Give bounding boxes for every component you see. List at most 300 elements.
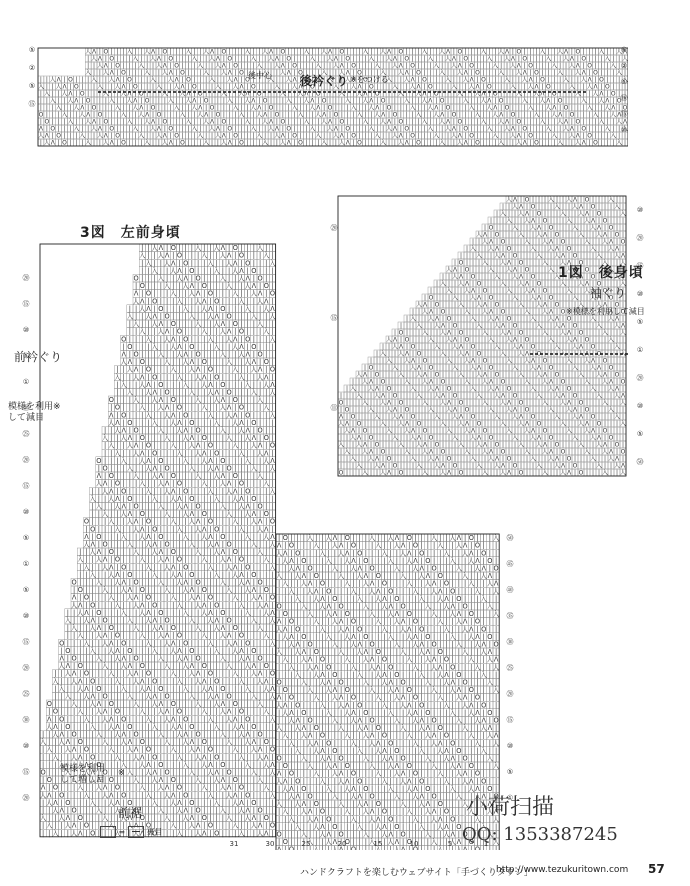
stitch-symbol: 入 <box>368 406 374 414</box>
stitch-symbol: 入 <box>563 76 569 84</box>
stitch-symbol: | <box>436 309 438 316</box>
stitch-symbol: O <box>603 358 608 365</box>
stitch-symbol: | <box>382 126 384 133</box>
stitch-symbol: 入 <box>446 357 452 365</box>
stitch-symbol: | <box>300 63 302 70</box>
stitch-symbol: O <box>369 365 374 372</box>
stitch-symbol: | <box>170 49 172 56</box>
stitch-symbol: 入 <box>428 406 434 414</box>
stitch-symbol: O <box>435 372 440 379</box>
stitch-symbol: | <box>595 126 597 133</box>
stitch-symbol: 入 <box>593 111 599 119</box>
stitch-symbol: | <box>556 211 558 218</box>
stitch-symbol: | <box>502 414 504 421</box>
stitch-symbol: | <box>604 204 606 211</box>
stitch-symbol: | <box>541 126 543 133</box>
stitch-symbol: | <box>532 400 534 407</box>
stitch-symbol: 人 <box>56 83 62 91</box>
stitch-symbol: | <box>87 105 89 112</box>
stitch-symbol: | <box>436 295 438 302</box>
stitch-symbol: | <box>235 91 237 98</box>
stitch-symbol: | <box>412 407 414 414</box>
stitch-symbol: | <box>258 126 260 133</box>
stitch-symbol: O <box>579 400 584 407</box>
stitch-symbol: | <box>370 119 372 126</box>
stitch-symbol: | <box>412 49 414 56</box>
stitch-symbol: O <box>531 414 536 421</box>
stitch-symbol: | <box>490 260 492 267</box>
stitch-symbol: | <box>484 344 486 351</box>
stitch-symbol: | <box>610 302 612 309</box>
stitch-symbol: | <box>123 119 125 126</box>
stitch-symbol: | <box>618 91 620 98</box>
stitch-symbol: | <box>571 98 573 105</box>
stitch-symbol: | <box>592 232 594 239</box>
stitch-symbol: | <box>430 372 432 379</box>
stitch-symbol: | <box>598 204 600 211</box>
stitch-symbol: | <box>577 105 579 112</box>
stitch-symbol: | <box>580 337 582 344</box>
stitch-symbol: | <box>550 232 552 239</box>
stitch-symbol: | <box>246 133 248 140</box>
stitch-symbol: 人 <box>50 76 56 84</box>
stitch-symbol: O <box>441 309 446 316</box>
stitch-symbol: | <box>559 91 561 98</box>
stitch-symbol: | <box>532 281 534 288</box>
stitch-symbol: | <box>538 309 540 316</box>
stitch-symbol: O <box>133 84 138 91</box>
stitch-symbol: | <box>64 119 66 126</box>
stitch-symbol: | <box>341 84 343 91</box>
stitch-symbol: 人 <box>362 97 368 105</box>
stitch-symbol: | <box>550 211 552 218</box>
stitch-symbol: | <box>610 274 612 281</box>
stitch-symbol: | <box>282 77 284 84</box>
stitch-symbol: | <box>583 63 585 70</box>
stitch-symbol: | <box>418 386 420 393</box>
stitch-symbol: O <box>575 119 580 126</box>
stitch-symbol: | <box>87 84 89 91</box>
stitch-symbol: 入 <box>244 48 250 56</box>
stitch-symbol: | <box>382 386 384 393</box>
stitch-symbol: O <box>507 386 512 393</box>
stitch-symbol: | <box>448 344 450 351</box>
stitch-symbol: | <box>616 379 618 386</box>
stitch-symbol: | <box>353 119 355 126</box>
stitch-symbol: | <box>176 91 178 98</box>
stitch-symbol: | <box>500 63 502 70</box>
stitch-symbol: | <box>317 119 319 126</box>
stitch-symbol: | <box>93 140 95 147</box>
stitch-symbol: | <box>442 295 444 302</box>
stitch-symbol: Λ <box>579 414 584 421</box>
stitch-symbol: | <box>158 140 160 147</box>
stitch-symbol: | <box>532 309 534 316</box>
stitch-symbol: | <box>241 49 243 56</box>
stitch-symbol: | <box>512 105 514 112</box>
stitch-symbol: | <box>568 232 570 239</box>
stitch-symbol: | <box>364 70 366 77</box>
stitch-symbol: Λ <box>570 126 575 133</box>
stitch-symbol: | <box>484 316 486 323</box>
stitch-symbol: 入 <box>180 111 186 119</box>
stitch-symbol: | <box>512 91 514 98</box>
stitch-symbol: | <box>252 77 254 84</box>
stitch-symbol: | <box>477 98 479 105</box>
stitch-symbol: | <box>574 330 576 337</box>
stitch-symbol: 人 <box>464 287 470 295</box>
stitch-symbol: | <box>58 112 60 119</box>
stitch-symbol: | <box>376 407 378 414</box>
stitch-symbol: | <box>502 386 504 393</box>
stitch-symbol: | <box>471 126 473 133</box>
stitch-symbol: 人 <box>416 371 422 379</box>
stitch-symbol: | <box>484 337 486 344</box>
stitch-symbol: 人 <box>524 357 530 365</box>
stitch-symbol: | <box>482 70 484 77</box>
stitch-symbol: | <box>477 105 479 112</box>
stitch-symbol: | <box>541 84 543 91</box>
stitch-symbol: | <box>478 246 480 253</box>
stitch-symbol: Λ <box>576 63 581 70</box>
stitch-symbol: | <box>400 323 402 330</box>
stitch-symbol: | <box>574 260 576 267</box>
stitch-symbol: Λ <box>133 98 138 105</box>
stitch-symbol: Λ <box>441 323 446 330</box>
stitch-symbol: 人 <box>494 392 500 400</box>
stitch-symbol: | <box>496 351 498 358</box>
stitch-symbol: O <box>162 119 167 126</box>
stitch-symbol: Λ <box>287 70 292 77</box>
stitch-symbol: | <box>612 70 614 77</box>
stitch-symbol: O <box>227 126 232 133</box>
stitch-symbol: | <box>496 365 498 372</box>
stitch-symbol: | <box>600 112 602 119</box>
stitch-symbol: | <box>524 84 526 91</box>
stitch-symbol: | <box>508 274 510 281</box>
stitch-symbol: | <box>158 98 160 105</box>
stitch-symbol: | <box>592 309 594 316</box>
stitch-symbol: | <box>388 351 390 358</box>
stitch-symbol: | <box>524 91 526 98</box>
stitch-symbol: | <box>93 91 95 98</box>
stitch-symbol: 入 <box>50 97 56 105</box>
stitch-symbol: | <box>598 379 600 386</box>
stitch-symbol: | <box>229 105 231 112</box>
stitch-symbol: 人 <box>536 231 542 239</box>
stitch-symbol: 人 <box>457 139 463 147</box>
stitch-symbol: | <box>592 330 594 337</box>
stitch-symbol: | <box>99 119 101 126</box>
stitch-symbol: | <box>329 63 331 70</box>
stitch-symbol: Λ <box>483 372 488 379</box>
neck-left-row-number: ② <box>29 64 35 72</box>
stitch-symbol: | <box>364 63 366 70</box>
stitch-symbol: O <box>452 112 457 119</box>
stitch-symbol: 入 <box>512 224 518 232</box>
stitch-symbol: Λ <box>621 253 626 260</box>
stitch-symbol: O <box>525 197 530 204</box>
stitch-symbol: 入 <box>482 259 488 267</box>
stitch-symbol: | <box>472 337 474 344</box>
stitch-symbol: | <box>52 133 54 140</box>
stitch-symbol: | <box>592 239 594 246</box>
stitch-symbol: O <box>62 140 67 147</box>
stitch-symbol: O <box>597 281 602 288</box>
stitch-symbol: | <box>358 379 360 386</box>
stitch-symbol: | <box>270 84 272 91</box>
stitch-symbol: Λ <box>537 225 542 232</box>
stitch-symbol: 人 <box>551 111 557 119</box>
stitch-symbol: | <box>500 77 502 84</box>
stitch-symbol: | <box>518 98 520 105</box>
stitch-symbol: O <box>404 56 409 63</box>
stitch-symbol: | <box>323 91 325 98</box>
stitch-symbol: | <box>429 119 431 126</box>
stitch-symbol: | <box>229 84 231 91</box>
stitch-symbol: | <box>465 105 467 112</box>
stitch-symbol: | <box>465 84 467 91</box>
stitch-symbol: | <box>544 337 546 344</box>
stitch-symbol: | <box>604 211 606 218</box>
stitch-symbol: | <box>532 337 534 344</box>
stitch-symbol: | <box>592 337 594 344</box>
stitch-symbol: 入 <box>427 55 433 63</box>
stitch-symbol: | <box>412 337 414 344</box>
stitch-symbol: | <box>538 400 540 407</box>
stitch-symbol: | <box>571 49 573 56</box>
attach-note: ※をつける <box>350 74 389 85</box>
stitch-symbol: | <box>520 407 522 414</box>
stitch-symbol: | <box>460 358 462 365</box>
stitch-symbol: 人 <box>38 132 44 140</box>
stitch-symbol: O <box>192 84 197 91</box>
stitch-symbol: | <box>532 232 534 239</box>
stitch-symbol: | <box>616 211 618 218</box>
stitch-symbol: | <box>246 84 248 91</box>
stitch-symbol: 入 <box>168 97 174 105</box>
stitch-symbol: | <box>490 323 492 330</box>
stitch-symbol: | <box>550 414 552 421</box>
stitch-symbol: | <box>544 246 546 253</box>
stitch-symbol: | <box>376 379 378 386</box>
stitch-symbol: 入 <box>608 266 614 274</box>
stitch-symbol: Λ <box>387 400 392 407</box>
stitch-symbol: | <box>512 119 514 126</box>
stitch-symbol: O <box>204 98 209 105</box>
stitch-symbol: | <box>430 330 432 337</box>
stitch-symbol: | <box>199 56 201 63</box>
stitch-symbol: | <box>512 70 514 77</box>
stitch-symbol: | <box>105 105 107 112</box>
stitch-symbol: | <box>478 267 480 274</box>
stitch-symbol: | <box>598 400 600 407</box>
stitch-symbol: 人 <box>620 399 626 407</box>
stitch-symbol: | <box>565 91 567 98</box>
stitch-symbol: | <box>418 98 420 105</box>
stitch-symbol: O <box>86 98 91 105</box>
stitch-symbol: | <box>423 63 425 70</box>
stitch-symbol: 人 <box>482 308 488 316</box>
stitch-symbol: | <box>622 407 624 414</box>
stitch-symbol: 入 <box>250 125 256 133</box>
stitch-symbol: | <box>388 344 390 351</box>
stitch-symbol: 人 <box>518 280 524 288</box>
stitch-symbol: 人 <box>584 357 590 365</box>
stitch-symbol: 人 <box>126 97 132 105</box>
stitch-symbol: Λ <box>334 56 339 63</box>
stitch-symbol: Λ <box>519 204 524 211</box>
stitch-symbol: | <box>508 365 510 372</box>
stitch-symbol: | <box>538 358 540 365</box>
stitch-symbol: | <box>616 288 618 295</box>
stitch-symbol: | <box>412 379 414 386</box>
stitch-symbol: 人 <box>578 210 584 218</box>
stitch-symbol: | <box>453 70 455 77</box>
stitch-symbol: O <box>597 211 602 218</box>
stitch-symbol: Λ <box>446 49 451 56</box>
stitch-symbol: O <box>405 337 410 344</box>
stitch-symbol: | <box>164 77 166 84</box>
stitch-symbol: | <box>500 84 502 91</box>
stitch-symbol: | <box>568 351 570 358</box>
stitch-symbol: Λ <box>86 112 91 119</box>
stitch-symbol: | <box>276 91 278 98</box>
stitch-symbol: | <box>586 302 588 309</box>
stitch-symbol: | <box>347 84 349 91</box>
stitch-symbol: | <box>252 49 254 56</box>
stitch-symbol: O <box>505 105 510 112</box>
stitch-symbol: 入 <box>620 280 626 288</box>
stitch-symbol: | <box>246 105 248 112</box>
stitch-symbol: 人 <box>221 139 227 147</box>
stitch-symbol: | <box>616 197 618 204</box>
stitch-symbol: | <box>466 246 468 253</box>
stitch-symbol: 人 <box>292 83 298 91</box>
stitch-symbol: | <box>606 119 608 126</box>
stitch-symbol: O <box>357 140 362 147</box>
stitch-symbol: | <box>294 119 296 126</box>
stitch-symbol: 入 <box>506 287 512 295</box>
stitch-symbol: | <box>454 281 456 288</box>
stitch-symbol: 入 <box>572 294 578 302</box>
stitch-symbol: O <box>495 302 500 309</box>
stitch-symbol: 人 <box>268 55 274 63</box>
stitch-symbol: 入 <box>536 392 542 400</box>
stitch-symbol: O <box>573 323 578 330</box>
stitch-symbol: | <box>490 344 492 351</box>
stitch-symbol: | <box>553 119 555 126</box>
stitch-symbol: 入 <box>392 364 398 372</box>
stitch-symbol: | <box>388 112 390 119</box>
stitch-symbol: | <box>400 77 402 84</box>
stitch-symbol: O <box>440 98 445 105</box>
stitch-symbol: | <box>223 105 225 112</box>
stitch-symbol: Λ <box>339 414 344 421</box>
stitch-symbol: | <box>258 77 260 84</box>
stitch-symbol: | <box>490 302 492 309</box>
stitch-symbol: 入 <box>85 139 91 147</box>
stitch-symbol: | <box>152 133 154 140</box>
stitch-symbol: O <box>573 393 578 400</box>
stitch-symbol: | <box>550 288 552 295</box>
stitch-symbol: 入 <box>321 139 327 147</box>
stitch-symbol: | <box>388 98 390 105</box>
stitch-symbol: | <box>288 119 290 126</box>
stitch-symbol: | <box>241 133 243 140</box>
stitch-symbol: 入 <box>356 392 362 400</box>
stitch-symbol: 入 <box>250 55 256 63</box>
stitch-symbol: | <box>556 330 558 337</box>
stitch-symbol: 入 <box>427 125 433 133</box>
stitch-symbol: | <box>556 337 558 344</box>
stitch-symbol: | <box>111 112 113 119</box>
stitch-symbol: 人 <box>620 259 626 267</box>
stitch-symbol: | <box>465 133 467 140</box>
stitch-symbol: | <box>435 56 437 63</box>
stitch-symbol: | <box>152 63 154 70</box>
stitch-symbol: | <box>111 63 113 70</box>
stitch-symbol: 入 <box>191 55 197 63</box>
stitch-symbol: 人 <box>494 252 500 260</box>
stitch-symbol: | <box>488 140 490 147</box>
stitch-symbol: | <box>406 365 408 372</box>
stitch-symbol: Λ <box>501 393 506 400</box>
stitch-symbol: 入 <box>428 336 434 344</box>
stitch-symbol: | <box>478 407 480 414</box>
stitch-symbol: Λ <box>599 91 604 98</box>
stitch-symbol: | <box>406 49 408 56</box>
stitch-symbol: 人 <box>321 48 327 56</box>
stitch-symbol: O <box>522 126 527 133</box>
stitch-symbol: O <box>489 365 494 372</box>
stitch-symbol: | <box>205 133 207 140</box>
stitch-symbol: | <box>466 400 468 407</box>
stitch-symbol: | <box>294 70 296 77</box>
stitch-symbol: O <box>275 112 280 119</box>
stitch-symbol: | <box>622 246 624 253</box>
stitch-symbol: | <box>538 344 540 351</box>
stitch-symbol: 人 <box>103 139 109 147</box>
stitch-symbol: | <box>229 112 231 119</box>
stitch-symbol: 人 <box>602 308 608 316</box>
stitch-symbol: | <box>466 253 468 260</box>
stitch-symbol: | <box>346 400 348 407</box>
stitch-symbol: | <box>64 98 66 105</box>
stitch-symbol: Λ <box>405 140 410 147</box>
stitch-symbol: | <box>40 91 42 98</box>
stitch-symbol: | <box>598 274 600 281</box>
stitch-symbol: | <box>618 105 620 112</box>
stitch-symbol: 人 <box>512 413 518 421</box>
stitch-symbol: Λ <box>603 372 608 379</box>
stitch-symbol: | <box>616 365 618 372</box>
stitch-symbol: | <box>347 49 349 56</box>
stitch-symbol: 人 <box>85 48 91 56</box>
stitch-symbol: Λ <box>621 323 626 330</box>
stitch-symbol: 入 <box>494 343 500 351</box>
stitch-symbol: | <box>128 126 130 133</box>
stitch-symbol: 入 <box>298 111 304 119</box>
stitch-symbol: | <box>152 91 154 98</box>
stitch-symbol: | <box>211 70 213 77</box>
stitch-symbol: | <box>447 63 449 70</box>
stitch-symbol: 入 <box>551 62 557 70</box>
stitch-symbol: | <box>412 119 414 126</box>
stitch-symbol: O <box>115 63 120 70</box>
stitch-symbol: | <box>294 49 296 56</box>
stitch-symbol: 人 <box>572 273 578 281</box>
